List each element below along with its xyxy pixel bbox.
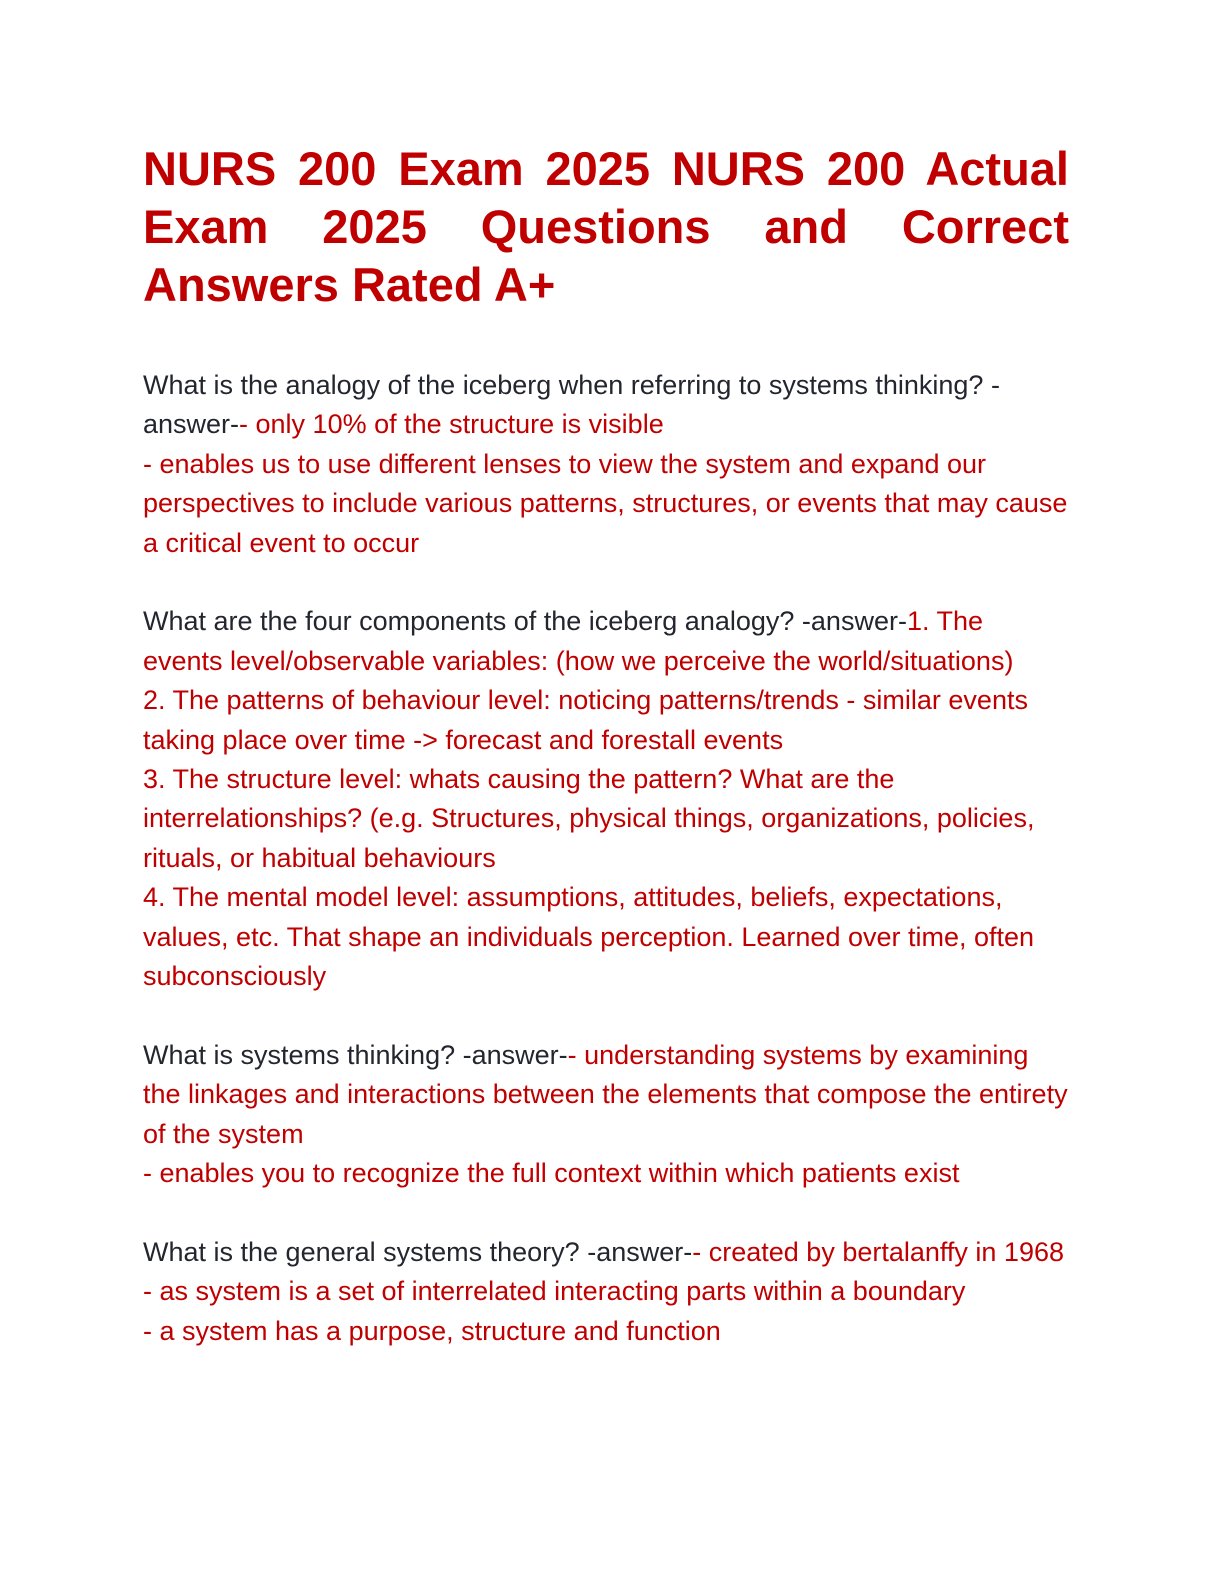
- answer-marker: -answer-: [143, 370, 1000, 440]
- answer-line: 4. The mental model level: assumptions, attitudes, beliefs, expectations, values, etc. That shape an individuals perception. Learned over time, often subconsciously: [143, 882, 1035, 992]
- qa-item-2: [143, 602, 1069, 996]
- qa-item-1: [143, 366, 1069, 563]
- item-gap: [143, 563, 1069, 602]
- document-title: NURS 200 Exam 2025 NURS 200 Actual Exam 2025 Questions and Correct Answers Rated A+: [143, 142, 1069, 311]
- question-text: What is the general systems theory?: [143, 1236, 580, 1267]
- item-gap: [143, 1194, 1069, 1233]
- qa-item-3: [143, 1036, 1069, 1194]
- question-text: What is the analogy of the iceberg when referring to systems thinking?: [143, 370, 984, 400]
- answer-marker: -answer-: [801, 606, 907, 637]
- answer-line: - only 10% of the structure is visible: [239, 409, 664, 440]
- question-text: What is systems thinking?: [143, 1039, 456, 1070]
- title-spacer: [143, 314, 1069, 366]
- answer-line: - created by bertalanffy in 1968: [692, 1236, 1064, 1267]
- answer-line: - a system has a purpose, structure and function: [143, 1315, 721, 1346]
- answer-marker: -answer-: [587, 1236, 693, 1267]
- document-page: [143, 140, 1069, 1351]
- answer-marker: -answer-: [462, 1039, 568, 1070]
- item-gap: [143, 996, 1069, 1035]
- answer-line: - as system is a set of interrelated interacting parts within a boundary: [143, 1276, 966, 1307]
- answer-line: - enables you to recognize the full context within which patients exist: [143, 1158, 960, 1189]
- qa-item-4: [143, 1233, 1069, 1351]
- answer-line: - understanding systems by examining the linkages and interactions between the elements that compose the entirety of the system: [143, 1039, 1068, 1149]
- question-text: What are the four components of the iceberg analogy?: [143, 606, 795, 637]
- answer-line: 3. The structure level: whats causing the pattern? What are the interrelationships? (e.g. Structures, physical things, organizations, policies, rituals, or habitual behaviours: [143, 764, 1035, 873]
- answer-line: - enables us to use different lenses to view the system and expand our perspectives to include various patterns, structures, or events that may cause a critical event to occur: [143, 448, 1068, 558]
- answer-line: 1. The events level/observable variables: (how we perceive the world/situations): [143, 606, 1014, 676]
- answer-line: 2. The patterns of behaviour level: noticing patterns/trends - similar events taking place over time -> forecast and forestall events: [143, 685, 1028, 755]
